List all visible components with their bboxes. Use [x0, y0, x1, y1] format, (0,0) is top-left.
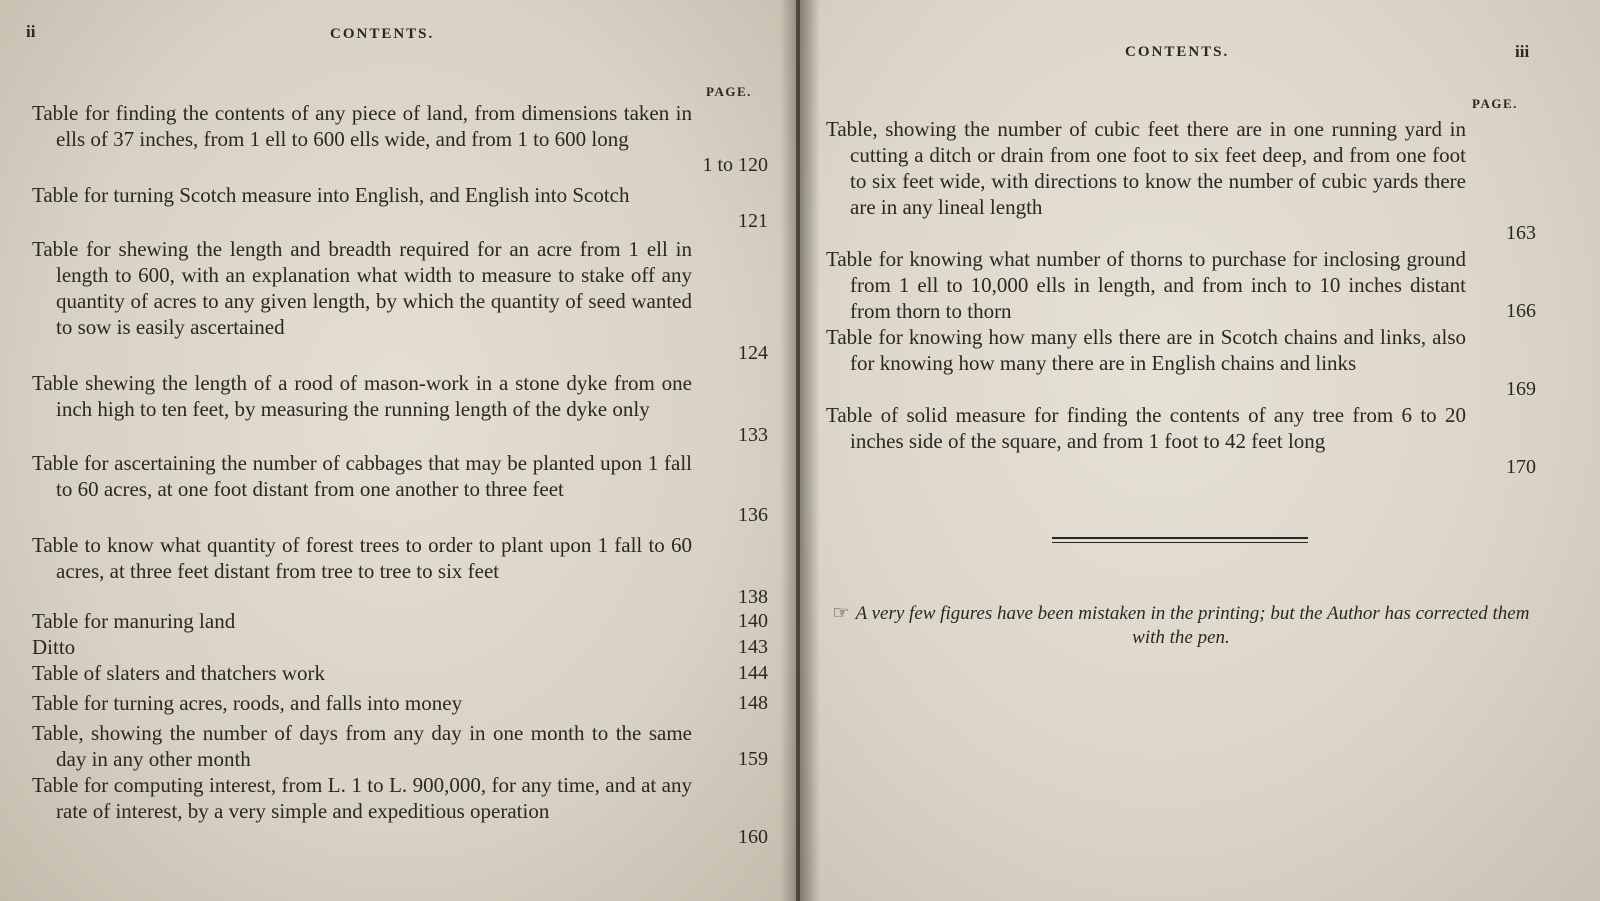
folio-left: ii	[26, 22, 36, 41]
entry-text: Table, showing the number of days from any day in one month to the same day in any other month	[32, 721, 692, 771]
entry-text: Table of slaters and thatchers work	[32, 661, 326, 685]
left-page	[0, 0, 796, 901]
folio-right: iii	[1515, 42, 1530, 61]
entry-page-number: 140	[738, 610, 768, 632]
printing-note	[830, 602, 1532, 650]
entry-text: Table for computing interest, from L. 1 to L. 900,000, for any time, and at any rate of interest, by a very simple and expeditious operation	[32, 773, 692, 823]
contents-entry	[826, 246, 1466, 324]
entry-text: Ditto	[32, 635, 76, 659]
contents-entry	[826, 324, 1466, 376]
entry-page-number: 138	[738, 586, 768, 608]
entry-page-number: 159	[738, 748, 768, 770]
contents-entry	[32, 690, 692, 716]
right-page	[800, 0, 1600, 901]
contents-entry	[32, 634, 692, 660]
entry-page-number: 143	[738, 636, 768, 658]
entry-page-number: 124	[738, 342, 768, 364]
entry-text: Table of solid measure for finding the contents of any tree from 6 to 20 inches side of the square, and from 1 foot to 42 feet long	[826, 403, 1466, 453]
entry-text: Table, showing the number of cubic feet there are in one running yard in cutting a ditch or drain from one foot to six feet deep, and from one foot to six feet wide, with directions to know the number of cubic yards there are in any lineal length	[826, 117, 1466, 219]
page-column-label-left: PAGE.	[706, 84, 752, 99]
entry-text: Table for finding the contents of any piece of land, from dimensions taken in ells of 37 inches, from 1 ell to 600 ells wide, and from 1 to 600 long	[32, 101, 692, 151]
contents-entry	[32, 660, 692, 686]
contents-entry	[32, 450, 692, 502]
contents-entry	[32, 182, 692, 208]
contents-entry	[32, 772, 692, 824]
entry-page-number: 136	[738, 504, 768, 526]
entry-page-number: 133	[738, 424, 768, 446]
entry-text: Table for knowing how many ells there are in Scotch chains and links, also for knowing how many there are in English chains and links	[826, 325, 1466, 375]
contents-entry	[32, 236, 692, 340]
entry-text: Table shewing the length of a rood of mason-work in a stone dyke from one inch high to ten feet, by measuring the running length of the dyke only	[32, 371, 692, 421]
entry-page-number: 121	[738, 210, 768, 232]
pointing-hand-icon: ☞	[832, 603, 850, 624]
entry-text: Table for knowing what number of thorns to purchase for inclosing ground from 1 ell to 10,000 ells in length, and from inch to 10 inches distant from thorn to thorn	[826, 247, 1466, 323]
entry-page-number: 160	[738, 826, 768, 848]
contents-entry	[32, 100, 692, 152]
entry-text: Table to know what quantity of forest trees to order to plant upon 1 fall to 60 acres, at three feet distant from tree to tree to six feet	[32, 533, 692, 583]
entry-page-number: 163	[1506, 222, 1536, 244]
running-head-right: CONTENTS.	[1125, 44, 1230, 60]
page-column-label-right: PAGE.	[1472, 96, 1518, 111]
entry-text: Table for manuring land	[32, 609, 236, 633]
contents-entry	[826, 402, 1466, 454]
entry-text: Table for turning acres, roods, and falls into money	[32, 691, 463, 715]
contents-entry	[32, 720, 692, 772]
entry-text: Table for ascertaining the number of cabbages that may be planted upon 1 fall to 60 acres, at one foot distant from one another to three feet	[32, 451, 692, 501]
entry-page-number: 166	[1506, 300, 1536, 322]
contents-entry	[32, 608, 692, 634]
contents-entry	[32, 532, 692, 584]
contents-entry	[32, 370, 692, 422]
contents-entry	[826, 116, 1466, 220]
printing-note-text: A very few figures have been mistaken in the printing; but the Author has corrected them with the pen.	[855, 603, 1530, 648]
entry-text: Table for shewing the length and breadth required for an acre from 1 ell in length to 600, with an explanation what width to measure to stake off any quantity of acres to any given length, by which the quantity of seed wanted to sow is easily ascertained	[32, 237, 692, 339]
entry-text: Table for turning Scotch measure into English, and English into Scotch	[32, 183, 630, 207]
running-head-left: CONTENTS.	[330, 26, 435, 42]
entry-page-number: 169	[1506, 378, 1536, 400]
entry-page-number: 1 to 120	[702, 154, 768, 176]
entry-page-number: 148	[738, 692, 768, 714]
entry-page-number: 144	[738, 662, 768, 684]
section-rule	[1052, 537, 1308, 543]
entry-page-number: 170	[1506, 456, 1536, 478]
